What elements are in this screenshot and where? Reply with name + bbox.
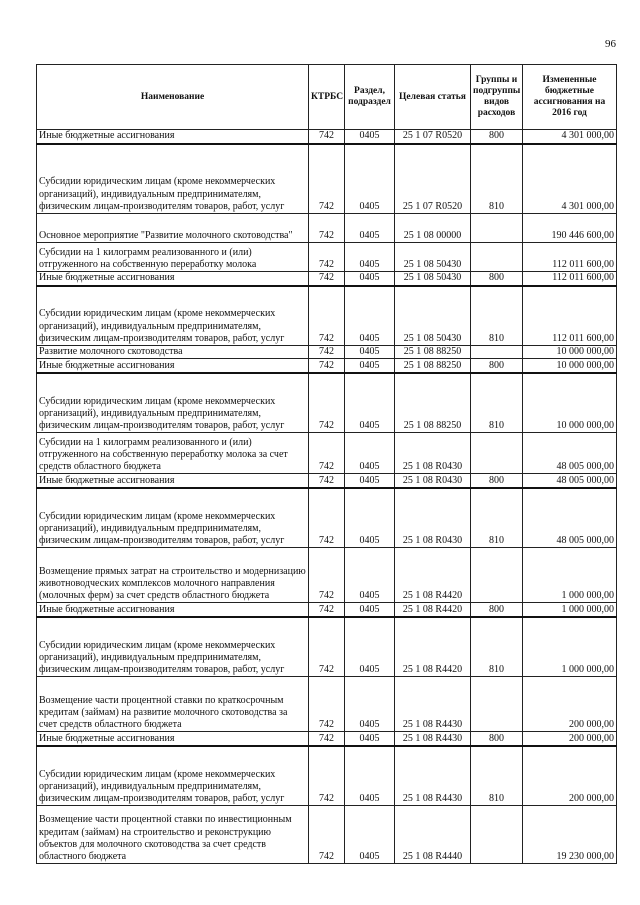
row-group: 810: [471, 617, 523, 677]
table-row: [37, 548, 617, 603]
row-name: Субсидии на 1 килограмм реализованного и (или) отгруженного на собственную переработку молока за счет средств областного бюджета: [37, 433, 309, 474]
row-ktrbs: 742: [309, 732, 345, 746]
table-row: [37, 359, 617, 373]
row-ktrbs: 742: [309, 677, 345, 732]
table-row: [37, 617, 617, 677]
budget-table: [36, 64, 617, 864]
row-amount: 112 011 600,00: [523, 272, 617, 286]
row-section: 0405: [345, 130, 395, 144]
row-ktrbs: 742: [309, 474, 345, 488]
table-row: [37, 732, 617, 746]
row-name: Иные бюджетные ассигнования: [37, 732, 309, 746]
row-section: 0405: [345, 214, 395, 243]
row-ktrbs: 742: [309, 359, 345, 373]
row-target: 25 1 08 88250: [395, 359, 471, 373]
row-target: 25 1 07 R0520: [395, 130, 471, 144]
row-ktrbs: 742: [309, 603, 345, 617]
row-name: Иные бюджетные ассигнования: [37, 272, 309, 286]
header-ktrbs: КТРБС: [309, 65, 345, 130]
row-group: 800: [471, 359, 523, 373]
row-target: 25 1 08 R0430: [395, 474, 471, 488]
row-amount: 48 005 000,00: [523, 433, 617, 474]
row-ktrbs: 742: [309, 144, 345, 214]
row-amount: 112 011 600,00: [523, 243, 617, 272]
table-header-row: [37, 65, 617, 130]
row-group: [471, 243, 523, 272]
row-name: Иные бюджетные ассигнования: [37, 474, 309, 488]
table-row: [37, 286, 617, 346]
row-section: 0405: [345, 617, 395, 677]
row-ktrbs: 742: [309, 346, 345, 359]
row-group: 800: [471, 732, 523, 746]
row-amount: 48 005 000,00: [523, 488, 617, 548]
header-section: Раздел, подраздел: [345, 65, 395, 130]
row-section: 0405: [345, 272, 395, 286]
row-amount: 200 000,00: [523, 732, 617, 746]
row-amount: 48 005 000,00: [523, 474, 617, 488]
row-group: 810: [471, 488, 523, 548]
table-row: [37, 677, 617, 732]
table-row: [37, 603, 617, 617]
row-section: 0405: [345, 346, 395, 359]
header-name: Наименование: [37, 65, 309, 130]
row-amount: 200 000,00: [523, 677, 617, 732]
row-ktrbs: 742: [309, 617, 345, 677]
row-name: Субсидии юридическим лицам (кроме некоммерческих организаций), индивидуальным предпринимателям, физическим лицам-производителям товаров, работ, услуг: [37, 746, 309, 806]
row-section: 0405: [345, 677, 395, 732]
row-target: 25 1 08 R4420: [395, 548, 471, 603]
row-name: Иные бюджетные ассигнования: [37, 130, 309, 144]
table-row: [37, 272, 617, 286]
row-group: 810: [471, 286, 523, 346]
row-amount: 4 301 000,00: [523, 144, 617, 214]
row-section: 0405: [345, 603, 395, 617]
page-number: 96: [605, 38, 616, 50]
row-group: [471, 433, 523, 474]
row-ktrbs: 742: [309, 433, 345, 474]
row-ktrbs: 742: [309, 272, 345, 286]
table-row: [37, 144, 617, 214]
table-row: [37, 214, 617, 243]
row-ktrbs: 742: [309, 806, 345, 864]
row-section: 0405: [345, 144, 395, 214]
row-section: 0405: [345, 806, 395, 864]
row-amount: 1 000 000,00: [523, 548, 617, 603]
row-target: 25 1 08 50430: [395, 286, 471, 346]
row-group: 800: [471, 272, 523, 286]
row-target: 25 1 08 R4420: [395, 617, 471, 677]
row-name: Субсидии на 1 килограмм реализованного и (или) отгруженного на собственную переработку молока: [37, 243, 309, 272]
row-section: 0405: [345, 286, 395, 346]
table-row: [37, 243, 617, 272]
row-section: 0405: [345, 746, 395, 806]
row-name: Возмещение прямых затрат на строительство и модернизацию животноводческих комплексов молочного направления (молочных ферм) за счет средств областного бюджета: [37, 548, 309, 603]
row-amount: 10 000 000,00: [523, 359, 617, 373]
table-row: [37, 806, 617, 864]
row-group: 800: [471, 603, 523, 617]
row-group: [471, 677, 523, 732]
row-group: 810: [471, 144, 523, 214]
row-amount: 10 000 000,00: [523, 373, 617, 433]
table-row: [37, 346, 617, 359]
table-row: [37, 373, 617, 433]
row-name: Иные бюджетные ассигнования: [37, 603, 309, 617]
row-name: Субсидии юридическим лицам (кроме некоммерческих организаций), индивидуальным предпринимателям, физическим лицам-производителям товаров, работ, услуг: [37, 373, 309, 433]
row-amount: 112 011 600,00: [523, 286, 617, 346]
row-ktrbs: 742: [309, 214, 345, 243]
row-name: Субсидии юридическим лицам (кроме некоммерческих организаций), индивидуальным предпринимателям, физическим лицам-производителям товаров, работ, услуг: [37, 617, 309, 677]
row-amount: 1 000 000,00: [523, 603, 617, 617]
row-amount: 4 301 000,00: [523, 130, 617, 144]
row-group: 800: [471, 130, 523, 144]
row-target: 25 1 08 R4440: [395, 806, 471, 864]
header-amount: Измененные бюджетные ассигнования на 2016 год: [523, 65, 617, 130]
row-group: 800: [471, 474, 523, 488]
row-section: 0405: [345, 488, 395, 548]
row-ktrbs: 742: [309, 548, 345, 603]
row-ktrbs: 742: [309, 130, 345, 144]
row-group: [471, 214, 523, 243]
row-target: 25 1 08 88250: [395, 346, 471, 359]
row-target: 25 1 08 00000: [395, 214, 471, 243]
row-amount: 10 000 000,00: [523, 346, 617, 359]
row-target: 25 1 08 R0430: [395, 488, 471, 548]
row-name: Возмещение части процентной ставки по краткосрочным кредитам (займам) на развитие молочного скотоводства за счет средств областного бюджета: [37, 677, 309, 732]
row-amount: 190 446 600,00: [523, 214, 617, 243]
row-group: 810: [471, 373, 523, 433]
header-target: Целевая статья: [395, 65, 471, 130]
row-name: Иные бюджетные ассигнования: [37, 359, 309, 373]
row-section: 0405: [345, 474, 395, 488]
table-row: [37, 474, 617, 488]
row-group: [471, 548, 523, 603]
row-target: 25 1 08 50430: [395, 272, 471, 286]
row-section: 0405: [345, 732, 395, 746]
row-amount: 200 000,00: [523, 746, 617, 806]
row-target: 25 1 08 R4430: [395, 746, 471, 806]
table-row: [37, 130, 617, 144]
row-name: Субсидии юридическим лицам (кроме некоммерческих организаций), индивидуальным предпринимателям, физическим лицам-производителям товаров, работ, услуг: [37, 286, 309, 346]
row-ktrbs: 742: [309, 746, 345, 806]
row-amount: 1 000 000,00: [523, 617, 617, 677]
row-target: 25 1 08 R4420: [395, 603, 471, 617]
row-section: 0405: [345, 548, 395, 603]
row-group: [471, 806, 523, 864]
table-row: [37, 488, 617, 548]
row-group: 810: [471, 746, 523, 806]
row-target: 25 1 08 88250: [395, 373, 471, 433]
row-section: 0405: [345, 373, 395, 433]
row-ktrbs: 742: [309, 243, 345, 272]
table-row: [37, 746, 617, 806]
header-group: Группы и подгруппы видов расходов: [471, 65, 523, 130]
row-name: Развитие молочного скотоводства: [37, 346, 309, 359]
row-target: 25 1 08 R0430: [395, 433, 471, 474]
row-ktrbs: 742: [309, 488, 345, 548]
row-ktrbs: 742: [309, 286, 345, 346]
row-group: [471, 346, 523, 359]
row-target: 25 1 08 R4430: [395, 732, 471, 746]
row-name: Возмещение части процентной ставки по инвестиционным кредитам (займам) на строительство и реконструкцию объектов для молочного скотоводства за счет средств областного бюджета: [37, 806, 309, 864]
row-section: 0405: [345, 243, 395, 272]
table-row: [37, 433, 617, 474]
row-name: Субсидии юридическим лицам (кроме некоммерческих организаций), индивидуальным предпринимателям, физическим лицам-производителям товаров, работ, услуг: [37, 144, 309, 214]
row-section: 0405: [345, 433, 395, 474]
row-ktrbs: 742: [309, 373, 345, 433]
row-target: 25 1 07 R0520: [395, 144, 471, 214]
row-name: Основное мероприятие "Развитие молочного скотоводства": [37, 214, 309, 243]
row-section: 0405: [345, 359, 395, 373]
row-target: 25 1 08 50430: [395, 243, 471, 272]
row-target: 25 1 08 R4430: [395, 677, 471, 732]
row-amount: 19 230 000,00: [523, 806, 617, 864]
row-name: Субсидии юридическим лицам (кроме некоммерческих организаций), индивидуальным предпринимателям, физическим лицам-производителям товаров, работ, услуг: [37, 488, 309, 548]
